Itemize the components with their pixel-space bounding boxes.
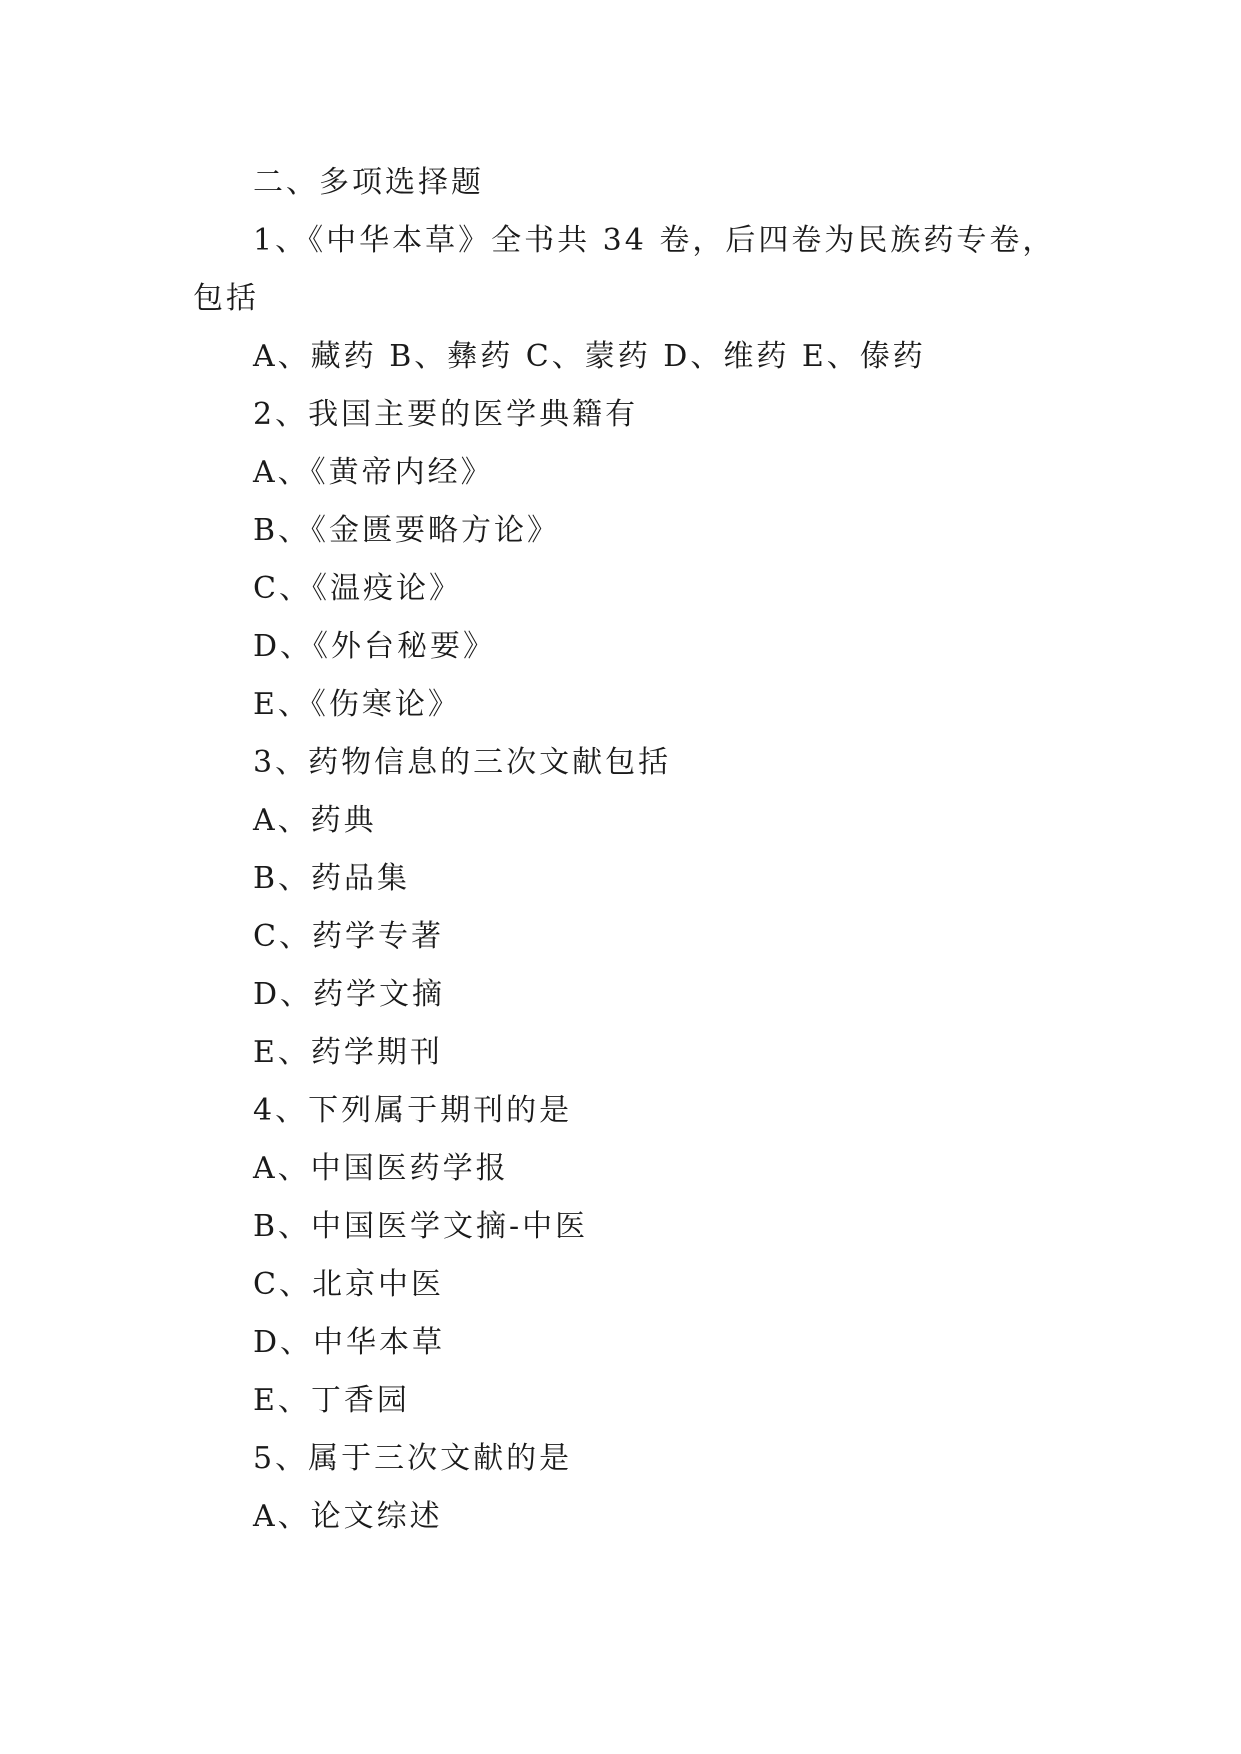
question-5-option-a: A、论文综述 <box>253 1499 443 1534</box>
question-4-option-a: A、中国医药学报 <box>253 1151 509 1186</box>
question-2-option-d: D、《外台秘要》 <box>253 629 497 664</box>
question-2-option-c: C、《温疫论》 <box>253 571 462 606</box>
question-2-option-a: A、《黄帝内经》 <box>253 455 494 490</box>
question-1-options: A、藏药 B、彝药 C、蒙药 D、维药 E、傣药 <box>253 339 926 374</box>
question-3-option-c: C、药学专著 <box>253 919 444 954</box>
question-2-stem: 2、我国主要的医学典籍有 <box>253 397 639 432</box>
question-4-stem: 4、下列属于期刊的是 <box>253 1093 573 1128</box>
question-4-option-d: D、中华本草 <box>253 1325 446 1360</box>
question-1-stem: 1、《中华本草》全书共 34 卷，后四卷为民族药专卷， <box>253 223 1056 258</box>
question-3-option-e: E、药学期刊 <box>253 1035 443 1070</box>
section-heading: 二、多项选择题 <box>253 165 484 200</box>
question-3-option-b: B、药品集 <box>253 861 411 896</box>
question-4-option-e: E、丁香园 <box>253 1383 410 1418</box>
question-4-option-c: C、北京中医 <box>253 1267 444 1302</box>
question-2-option-b: B、《金匮要略方论》 <box>253 513 561 548</box>
question-3-option-a: A、药典 <box>253 803 377 838</box>
question-5-stem: 5、属于三次文献的是 <box>253 1441 573 1476</box>
question-3-option-d: D、药学文摘 <box>253 977 446 1012</box>
question-1-stem-continued: 包括 <box>193 281 259 316</box>
question-3-stem: 3、药物信息的三次文献包括 <box>253 745 672 780</box>
question-2-option-e: E、《伤寒论》 <box>253 687 461 722</box>
question-4-option-b: B、中国医学文摘-中医 <box>253 1209 589 1244</box>
